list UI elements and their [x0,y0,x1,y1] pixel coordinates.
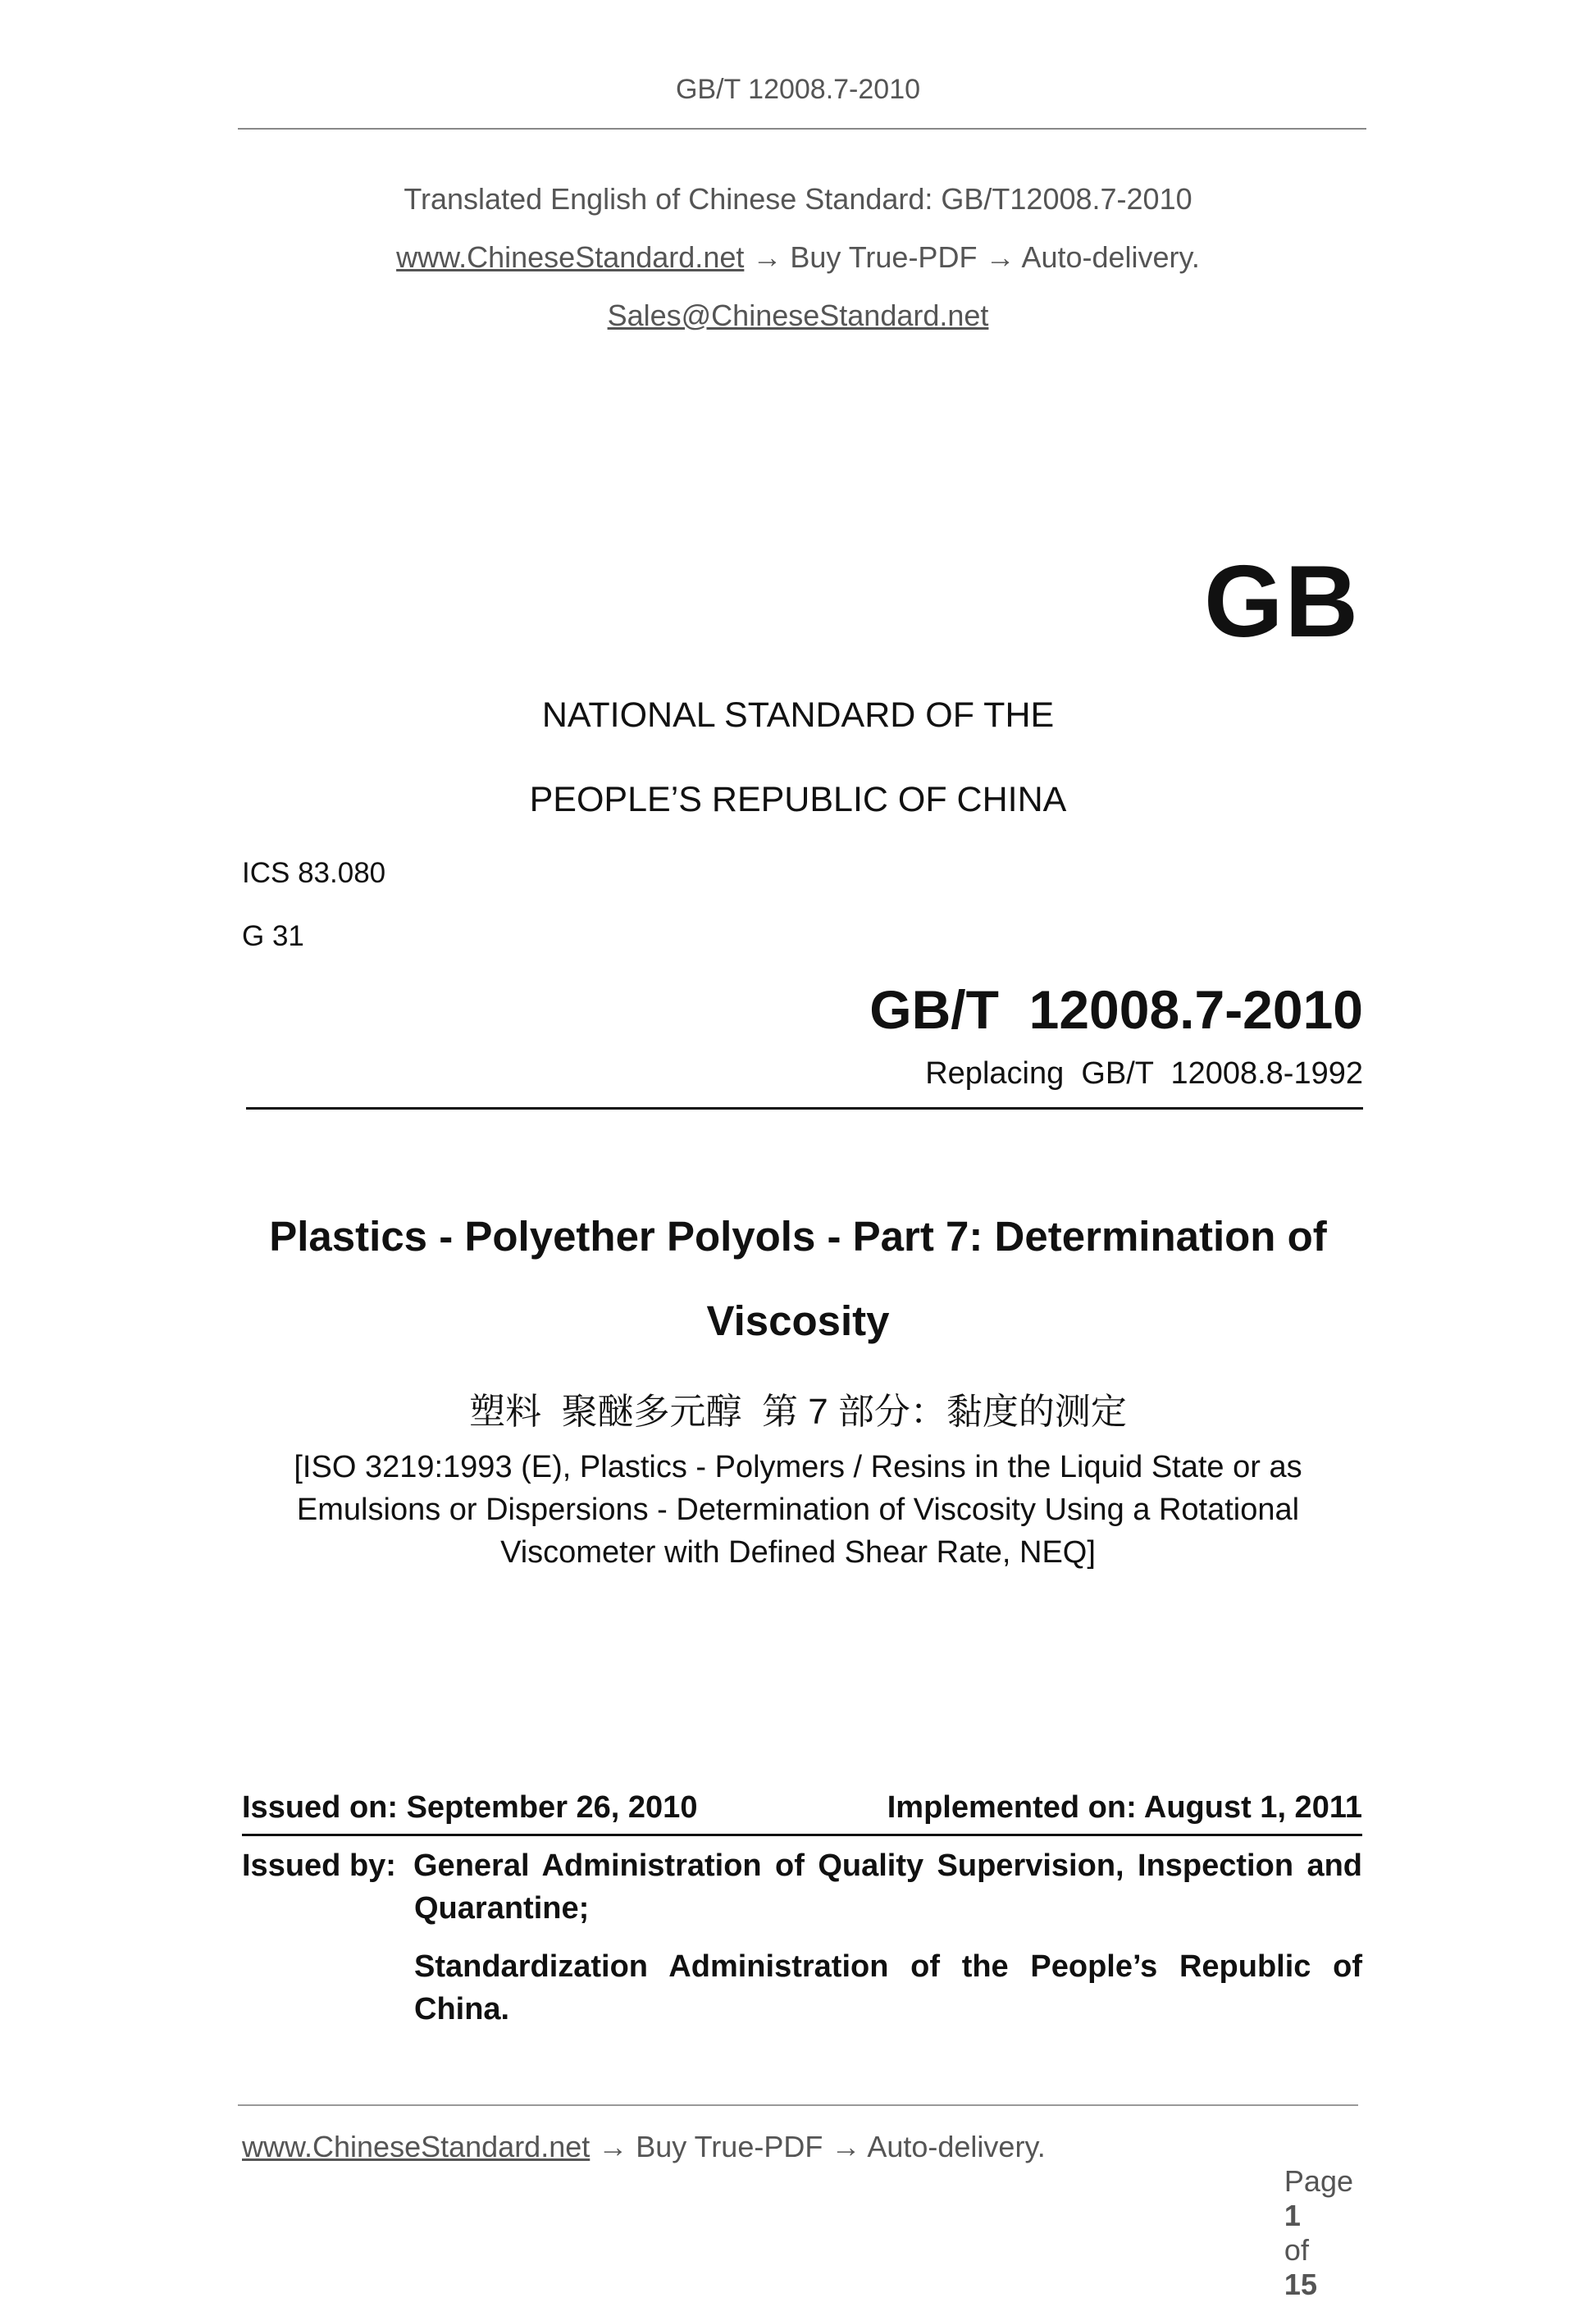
header-divider [238,128,1366,130]
title-chinese: 塑料 聚醚多元醇 第 7 部分：黏度的测定 [469,1392,1127,1432]
sales-email-link[interactable]: Sales@ChineseStandard.net [607,299,989,332]
issuer-org2-line2: China. [414,1992,510,2026]
buy-text: → Buy True-PDF → Auto-delivery. [752,240,1200,274]
standard-number: GB/T 12008.7-2010 [869,979,1363,1040]
issuer-org1-line1: General Administration of Quality Supervision, Inspection and [413,1848,1362,1883]
footer-site-link[interactable]: www.ChineseStandard.net [242,2130,591,2163]
dates-divider [242,1834,1362,1836]
ccs-code: G 31 [242,920,304,952]
iso-reference-line1: [ISO 3219:1993 (E), Plastics - Polymers / Resins in the Liquid State or as [294,1450,1302,1484]
of-label: of [1284,2233,1309,2267]
title-line2: Viscosity [706,1297,890,1344]
issued-by-label: Issued by: [242,1848,396,1883]
iso-reference-line2: Emulsions or Dispersions - Determination of Viscosity Using a Rotational [296,1493,1300,1527]
implemented-date: Implemented on: August 1, 2011 [887,1790,1362,1825]
page-total: 15 [1284,2268,1317,2301]
replacing-standard: Replacing GB/T 12008.8-1992 [925,1056,1363,1091]
national-standard-line2: PEOPLE’S REPUBLIC OF CHINA [529,780,1067,819]
gb-logo: GB [1204,545,1360,659]
footer-buy-text: → Buy True-PDF → Auto-delivery. [598,2130,1046,2163]
title-divider [246,1107,1363,1110]
purchase-line [0,240,1596,275]
running-header: GB/T 12008.7-2010 [675,74,921,105]
translation-notice: Translated English of Chinese Standard: GB/T12008.7-2010 [404,182,1192,216]
issued-date: Issued on: September 26, 2010 [242,1790,698,1825]
title-line1: Plastics - Polyether Polyols - Part 7: Determination of [269,1213,1327,1260]
national-standard-line1: NATIONAL STANDARD OF THE [541,695,1055,735]
page-label: Page [1284,2164,1353,2198]
footer-purchase-line [242,2130,1046,2164]
page-indicator [1268,2130,1353,2302]
iso-reference-line3: Viscometer with Defined Shear Rate, NEQ] [500,1535,1096,1570]
site-link[interactable]: www.ChineseStandard.net [396,240,745,274]
email-line [0,299,1596,333]
page-current: 1 [1284,2199,1301,2232]
ics-code: ICS 83.080 [242,857,386,889]
issuer-org1-line2: Quarantine; [414,1891,590,1926]
footer-divider [238,2104,1358,2106]
issuer-org2-line1: Standardization Administration of the People’s Republic of [414,1949,1362,1984]
